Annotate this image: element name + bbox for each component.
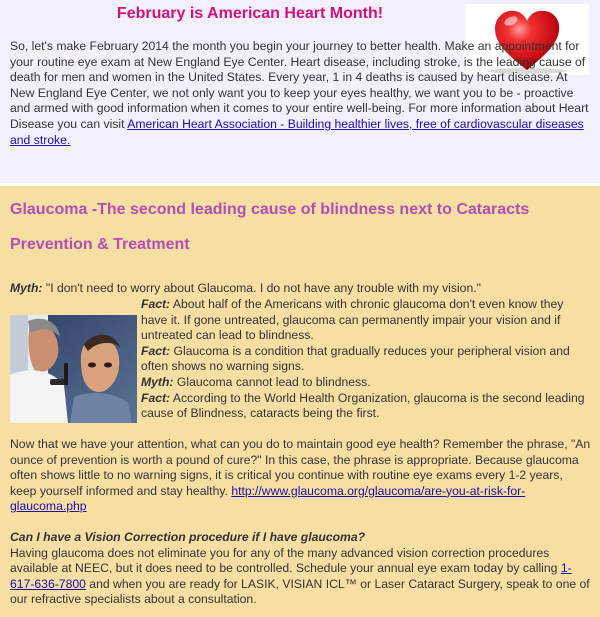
heart-month-title: February is American Heart Month! (116, 5, 384, 22)
fact-2-label: Fact: (141, 343, 171, 358)
eye-exam-photo (10, 315, 137, 423)
myth-1-label: Myth: (10, 281, 43, 295)
fact-1-text: About half of the Americans with chronic glaucoma don't even know they have it. If gone untreated, glaucoma can permanently impair your vision and if untreated can lead to blindness. (141, 297, 564, 343)
answer-pre-text: Having glaucoma does not eliminate you for any of the many advanced vision correction procedures available at NEEC, but it does need to be controlled. Schedule your annual eye exam today by calling (10, 545, 561, 576)
fact-3-label: Fact: (141, 390, 171, 405)
glaucoma-risk-link[interactable]: http://www.glaucoma.org/glaucoma/are-you-at-risk-for-glaucoma.php (10, 483, 526, 514)
prevention-paragraph (10, 437, 592, 515)
vision-correction-block (10, 530, 592, 608)
fact-1-label: Fact: (141, 297, 171, 311)
vision-correction-question: Can I have a Vision Correction procedure if I have glaucoma? (10, 530, 366, 544)
glaucoma-subtitle: Prevention & Treatment (10, 236, 190, 253)
answer-post-text: and when you are ready for LASIK, VISIAN ICL™ or Laser Cataract Surgery, speak to one of our refractive specialists about a consultation. (10, 576, 590, 607)
glaucoma-title: Glaucoma -The second leading cause of blindness next to Cataracts (10, 201, 530, 218)
myth-2-text: Glaucoma cannot lead to blindness. (173, 374, 371, 389)
fact-3-text: According to the World Health Organization, glaucoma is the second leading cause of Blindness, cataracts being the first. (141, 390, 585, 421)
phone-link[interactable]: 1-617-636-7800 (10, 561, 572, 591)
vision-correction-answer (10, 546, 592, 608)
myth-1-text: "I don't need to worry about Glaucoma. I do not have any trouble with my vision." (42, 281, 481, 295)
fact-2-text: Glaucoma is a condition that gradually reduces your peripheral vision and often shows no warning signs. (141, 343, 570, 374)
prevention-text: Now that we have your attention, what can you do to maintain good eye health? Remember the phrase, "An ounce of prevention is worth a pound of cure?" In this case, the phrase is appropriate. Because glaucoma often shows little to no warning signs, it is critical you continue with routine eye exams every 1-2 years, keep yourself informed and stay healthy. (10, 437, 591, 498)
heart-month-body: So, let's make February 2014 the month you begin your journey to better health. Make an appointment for your routine eye exam at New England Eye Center. Heart disease, including stroke, is the leading cause of death for men and women in the United States. Every year, 1 in 4 deaths is caused by heart disease. At New England Eye Center, we not only want you to keep your eyes healthy, we want you to be - proactive and armed with good information when it comes to your entire well-being. For more information about Heart Disease you can visit (10, 39, 589, 131)
aha-link[interactable]: American Heart Association - Building healthier lives, free of cardiovascular diseases and stroke. (10, 116, 584, 147)
myth-2-label: Myth: (141, 374, 174, 389)
heart-month-paragraph (10, 39, 590, 148)
heart-month-section (0, 0, 600, 183)
myth-1 (10, 281, 590, 297)
facts-block (141, 297, 593, 422)
